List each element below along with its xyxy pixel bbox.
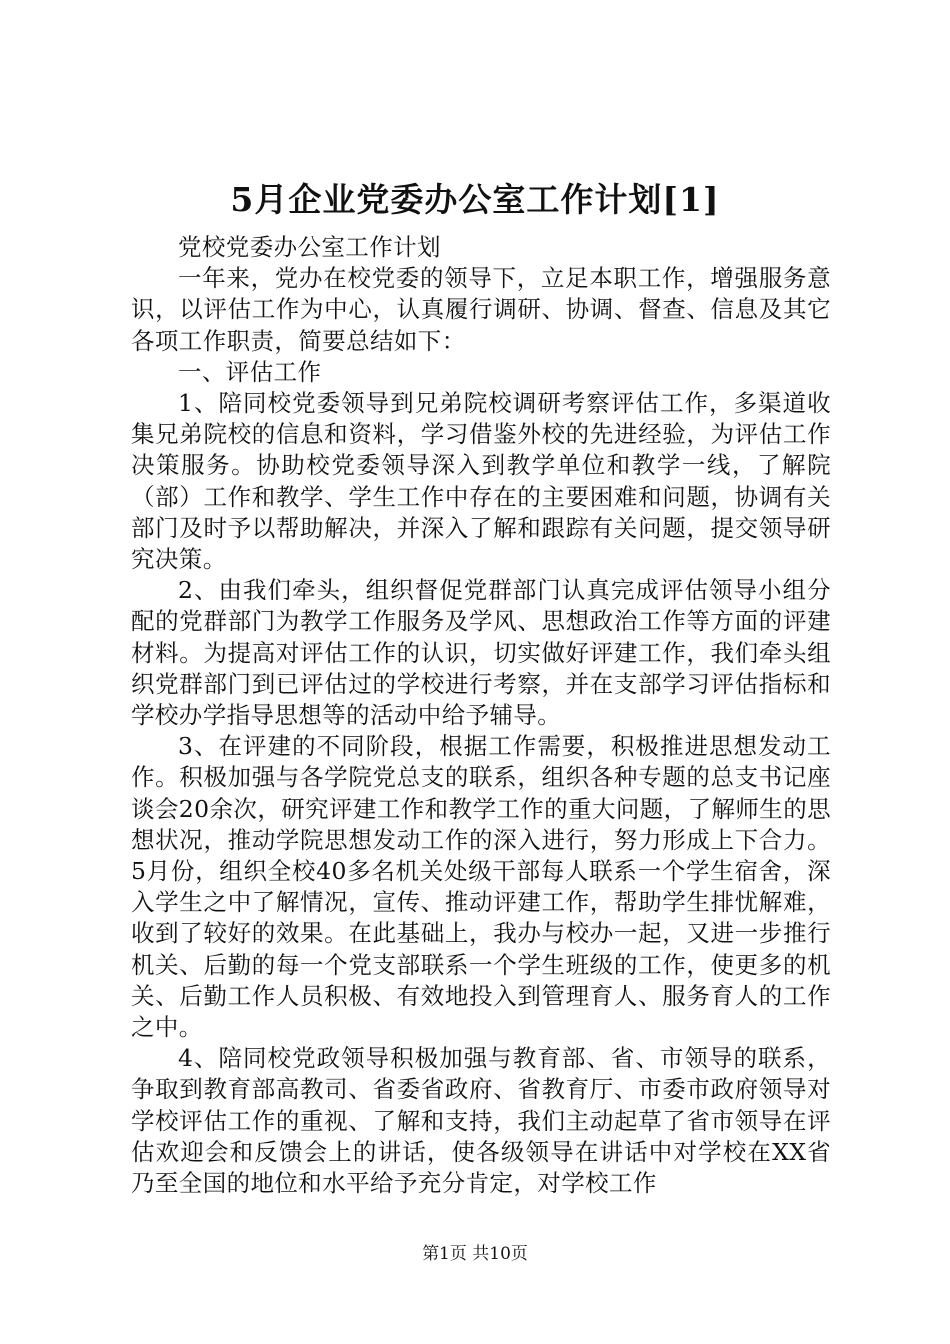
section-heading: 一、评估工作 xyxy=(178,357,322,386)
document-body xyxy=(131,232,831,1199)
paragraph-item-1: 1、陪同校党委领导到兄弟院校调研考察评估工作，多渠道收集兄弟院校的信息和资料，学习借鉴外校的先进经验，为评估工作决策服务。协助校党委领导深入到教学单位和教学一线，了解院（部）工作和教学、学生工作中存在的主要困难和问题，协调有关部门及时予以帮助解决，并深入了解和跟踪有关问题，提交领导研究决策。 xyxy=(131,389,831,574)
paragraph-subtitle: 党校党委办公室工作计划 xyxy=(178,233,441,261)
page-number-footer: 第1页 共10页 xyxy=(422,1244,528,1264)
document-title: 5月企业党委办公室工作计划[1] xyxy=(230,180,720,219)
paragraph-item-4: 4、陪同校党政领导积极加强与教育部、省、市领导的联系，争取到教育部高教司、省委省政府、省教育厅、市委市政府领导对学校评估工作的重视、了解和支持，我们主动起草了省市领导在评估欢迎会和反馈会上的讲话，使各级领导在讲话中对学校在XX省乃至全国的地位和水平给予充分肯定，对学校工作 xyxy=(131,1044,831,1198)
paragraph-item-3: 3、在评建的不同阶段，根据工作需要，积极推进思想发动工作。积极加强与各学院党总支的联系，组织各种专题的总支书记座谈会20余次，研究评建工作和教学工作的重大问题，了解师生的思想状况，推动学院思想发动工作的深入进行，努力形成上下合力。5月份，组织全校40多名机关处级干部每人联系一个学生宿舍，深入学生之中了解情况，宣传、推动评建工作，帮助学生排忧解难，收到了较好的效果。在此基础上，我办与校办一起，又进一步推行机关、后勤的每一个党支部联系一个学生班级的工作，使更多的机关、后勤工作人员积极、有效地投入到管理育人、服务育人的工作之中。 xyxy=(131,732,831,1042)
paragraph-item-2: 2、由我们牵头，组织督促党群部门认真完成评估领导小组分配的党群部门为教学工作服务及学风、思想政治工作等方面的评建材料。为提高对评估工作的认识，切实做好评建工作，我们牵头组织党群部门到已评估过的学校进行考察，并在支部学习评估指标和学校办学指导思想等的活动中给予辅导。 xyxy=(131,576,831,730)
paragraph-intro: 一年来，党办在校党委的领导下，立足本职工作，增强服务意识，以评估工作为中心，认真履行调研、协调、督查、信息及其它各项工作职责，简要总结如下： xyxy=(131,264,831,355)
